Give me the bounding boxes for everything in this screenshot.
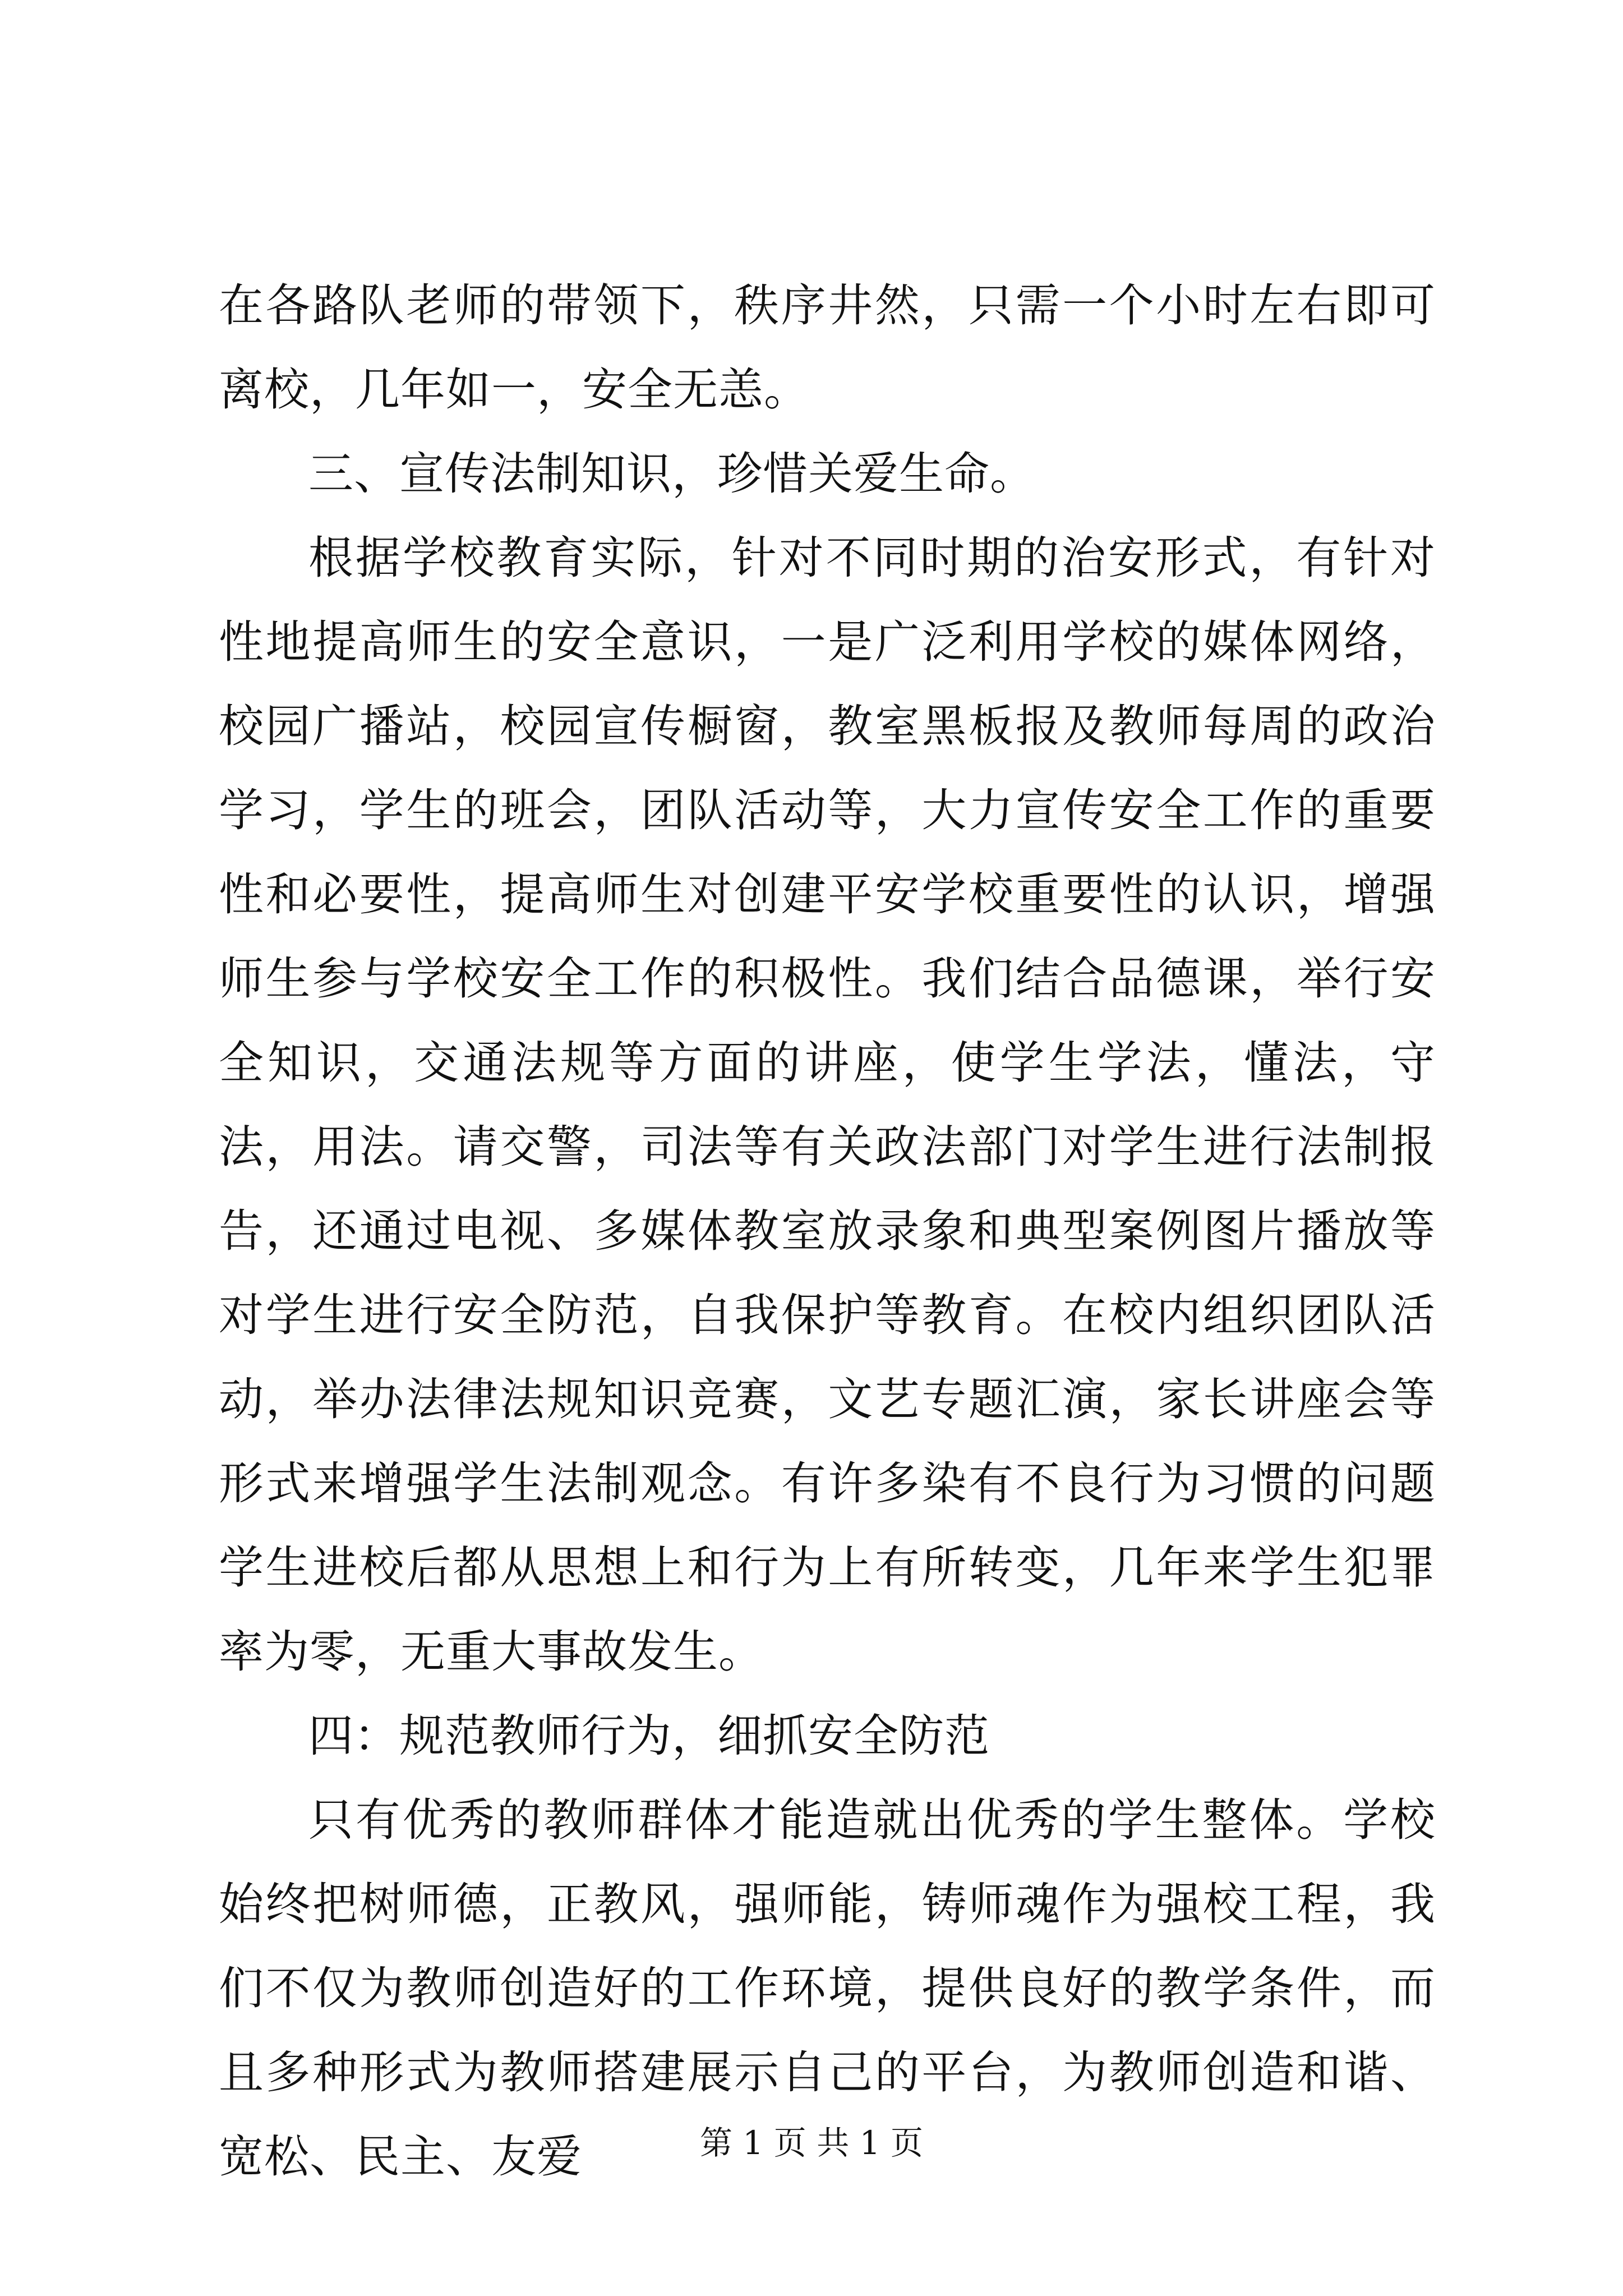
paragraph-safety-education: 根据学校教育实际，针对不同时期的治安形式，有针对性地提高师生的安全意识，一是广泛利用学校的媒体网络，校园广播站，校园宣传橱窗，教室黑板报及教师每周的政治学习，学生的班会，团队活动等，大力宣传安全工作的重要性和必要性，提高师生对创建平安学校重要性的认识，增强师生参与学校安全工作的积极性。我们结合品德课，举行安全知识，交通法规等方面的讲座，使学生学法，懂法，守法，用法。请交警，司法等有关政法部门对学生进行法制报告，还通过电视、多媒体教室放录象和典型案例图片播放等对学生进行安全防范，自我保护等教育。在校内组织团队活动，举办法律法规知识竞赛，文艺专题汇演，家长讲座会等形式来增强学生法制观念。有许多染有不良行为习惯的问题学生进校后都从思想上和行为上有所转变，几年来学生犯罪率为零，无重大事故发生。 (219, 532, 1436, 1678)
section-heading-three: 三、宣传法制知识，珍惜关爱生命。 (308, 448, 1035, 500)
paragraph-continuation: 在各路队老师的带领下，秩序井然，只需一个小时左右即可离校，几年如一，安全无恙。 (219, 279, 1436, 416)
paragraph-teacher-conduct: 只有优秀的教师群体才能造就出优秀的学生整体。学校始终把树师德，正教风，强师能，铸师魂作为强校工程，我们不仅为教师创造好的工作环境，提供良好的教学条件，而且多种形式为教师搭建展示自己的平台，为教师创造和谐、宽松、民主、友爱 (219, 1794, 1436, 2183)
document-body (219, 264, 1436, 2199)
section-heading-four: 四：规范教师行为，细抓安全防范 (308, 1710, 990, 1762)
page-footer: 第 1 页 共 1 页 (700, 2124, 923, 2162)
